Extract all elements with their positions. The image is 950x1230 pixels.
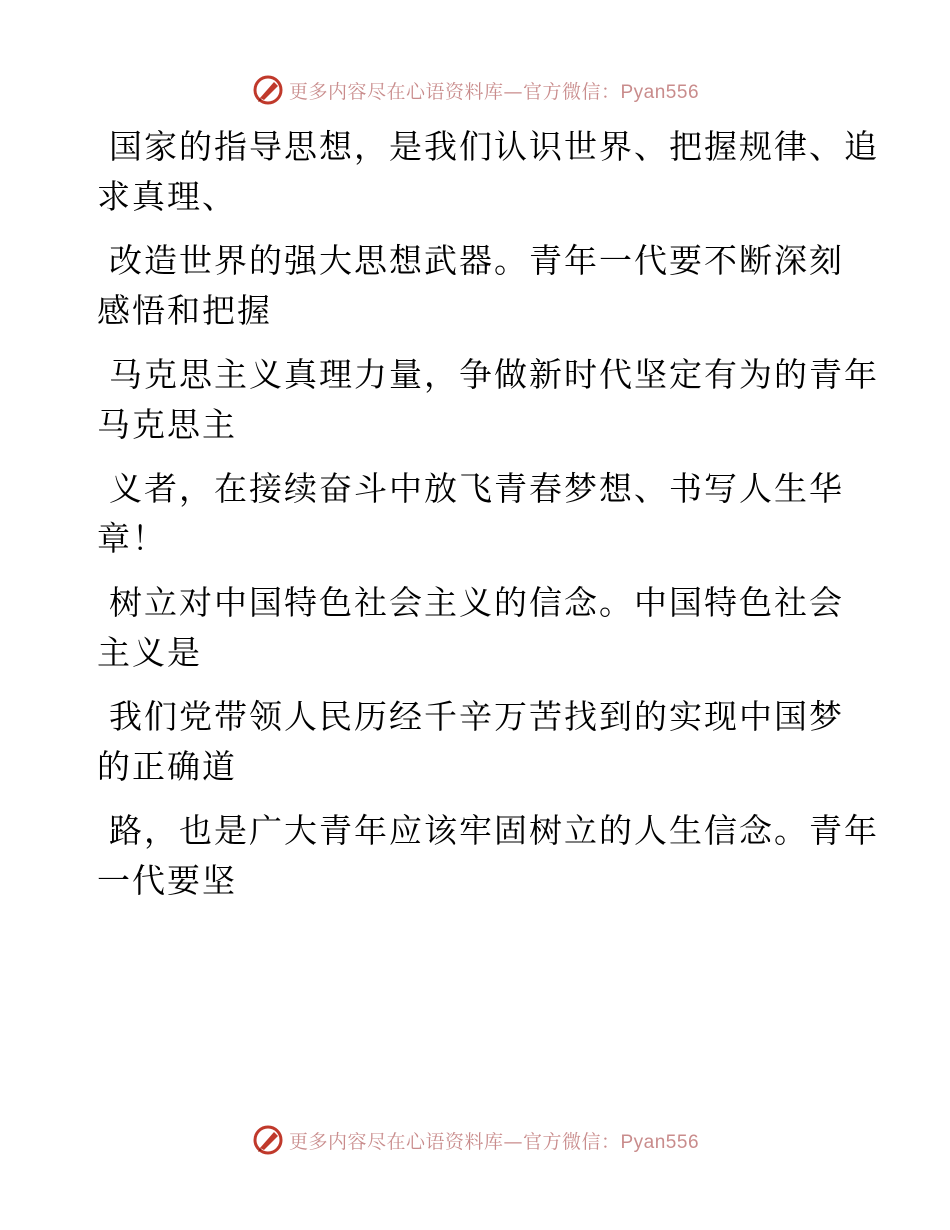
header-wechat-id: Pyan556 [620,81,700,103]
paragraph-2 [97,236,857,336]
footer-banner [0,1120,950,1160]
paragraph-line: 主义是 [97,633,202,672]
paragraph-line: 马克思主 [97,405,237,444]
paragraph-line: 一代要坚 [97,861,237,900]
header-banner-text [289,77,699,104]
paragraph-line: 路，也是广大青年应该牢固树立的人生信念。青年 [109,811,879,850]
footer-banner-label: 更多内容尽在心语资料库—官方微信： [288,1130,621,1153]
paragraph-line: 章！ [97,519,167,558]
paragraph-7 [97,806,879,906]
paragraph-line: 求真理、 [97,177,237,216]
paragraph-line: 我们党带领人民历经千辛万苦找到的实现中国梦 [109,697,844,736]
paragraph-line: 树立对中国特色社会主义的信念。中国特色社会 [109,583,844,622]
pen-logo-icon [251,73,285,107]
paragraph-line: 感悟和把握 [97,291,272,330]
footer-wechat-id: Pyan556 [620,1131,700,1153]
paragraph-line: 马克思主义真理力量，争做新时代坚定有为的青年 [109,355,879,394]
paragraph-line: 国家的指导思想，是我们认识世界、把握规律、追 [109,127,879,166]
paragraph-1 [97,122,879,222]
paragraph-line: 的正确道 [97,747,237,786]
paragraph-5 [97,578,857,678]
pen-logo-icon [251,1123,285,1157]
paragraph-4 [97,464,857,564]
footer-banner-text [289,1127,699,1154]
paragraph-line: 义者，在接续奋斗中放飞青春梦想、书写人生华 [109,469,844,508]
document-body [97,122,879,920]
paragraph-3 [97,350,879,450]
paragraph-line: 改造世界的强大思想武器。青年一代要不断深刻 [109,241,844,280]
header-banner [0,70,950,110]
header-banner-label: 更多内容尽在心语资料库—官方微信： [288,80,621,103]
paragraph-6 [97,692,857,792]
